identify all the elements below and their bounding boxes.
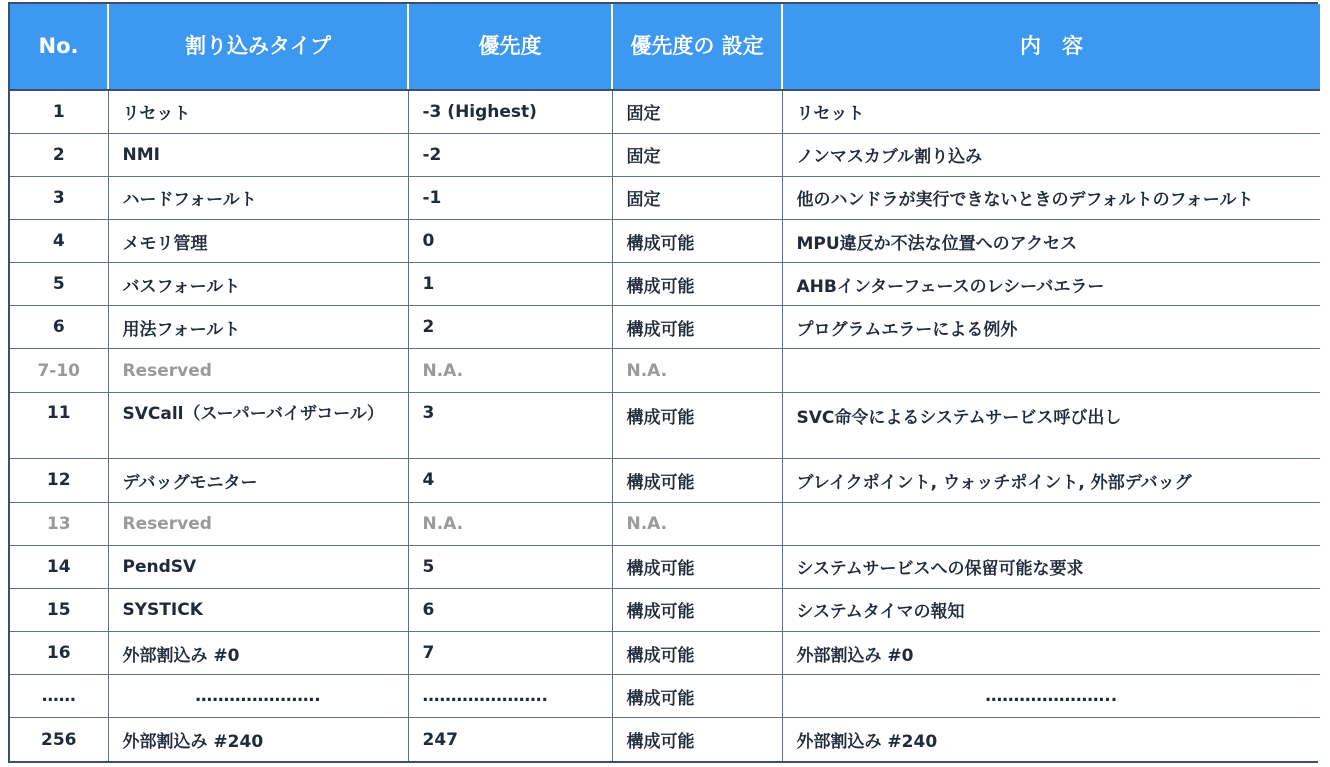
cell-no: 15 bbox=[10, 588, 108, 631]
cell-content: システムタイマの報知 bbox=[782, 588, 1320, 631]
header-type: 割り込みタイプ bbox=[108, 4, 408, 90]
header-priority: 優先度 bbox=[408, 4, 612, 90]
header-row bbox=[10, 4, 1320, 90]
table-row bbox=[10, 588, 1320, 631]
cell-type: SVCall（スーパーバイザコール） bbox=[108, 392, 408, 459]
cell-type: Reserved bbox=[108, 502, 408, 545]
table-row bbox=[10, 632, 1320, 675]
cell-setting: N.A. bbox=[612, 502, 782, 545]
cell-no: …… bbox=[10, 675, 108, 718]
cell-priority: -2 bbox=[408, 133, 612, 176]
cell-priority: 1 bbox=[408, 263, 612, 306]
cell-type: 外部割込み #240 bbox=[108, 718, 408, 761]
header-no: No. bbox=[10, 4, 108, 90]
cell-no: 3 bbox=[10, 176, 108, 219]
cell-priority: N.A. bbox=[408, 502, 612, 545]
table-row-ellipsis bbox=[10, 675, 1320, 718]
table-row-reserved bbox=[10, 349, 1320, 392]
cell-content: 外部割込み #0 bbox=[782, 632, 1320, 675]
cell-setting: 構成可能 bbox=[612, 718, 782, 761]
cell-priority: -3 (Highest) bbox=[408, 90, 612, 133]
cell-type: リセット bbox=[108, 90, 408, 133]
cell-content bbox=[782, 502, 1320, 545]
cell-priority: 5 bbox=[408, 545, 612, 588]
cell-priority: 3 bbox=[408, 392, 612, 459]
table-row bbox=[10, 263, 1320, 306]
cell-setting: 構成可能 bbox=[612, 632, 782, 675]
cell-no: 6 bbox=[10, 306, 108, 349]
table-row bbox=[10, 90, 1320, 133]
cell-type: メモリ管理 bbox=[108, 219, 408, 262]
cell-priority: 7 bbox=[408, 632, 612, 675]
cell-content: MPU違反か不法な位置へのアクセス bbox=[782, 219, 1320, 262]
cell-priority: 6 bbox=[408, 588, 612, 631]
cell-type: 外部割込み #0 bbox=[108, 632, 408, 675]
table-row bbox=[10, 718, 1320, 761]
cell-setting: 構成可能 bbox=[612, 675, 782, 718]
cell-no: 1 bbox=[10, 90, 108, 133]
cell-type: PendSV bbox=[108, 545, 408, 588]
cell-priority: …………………. bbox=[408, 675, 612, 718]
cell-content: ブレイクポイント, ウォッチポイント, 外部デバッグ bbox=[782, 459, 1320, 502]
interrupt-table bbox=[10, 4, 1320, 761]
header-setting: 優先度の 設定 bbox=[612, 4, 782, 90]
cell-priority: 4 bbox=[408, 459, 612, 502]
cell-no: 11 bbox=[10, 392, 108, 459]
cell-type: Reserved bbox=[108, 349, 408, 392]
cell-type: …………………. bbox=[108, 675, 408, 718]
cell-priority: 247 bbox=[408, 718, 612, 761]
cell-no: 256 bbox=[10, 718, 108, 761]
cell-type: デバッグモニター bbox=[108, 459, 408, 502]
cell-no: 14 bbox=[10, 545, 108, 588]
cell-setting: 固定 bbox=[612, 176, 782, 219]
cell-setting: 固定 bbox=[612, 90, 782, 133]
table-row bbox=[10, 545, 1320, 588]
table-row bbox=[10, 133, 1320, 176]
cell-no: 2 bbox=[10, 133, 108, 176]
table-row bbox=[10, 392, 1320, 459]
cell-no: 7-10 bbox=[10, 349, 108, 392]
table-row-reserved bbox=[10, 502, 1320, 545]
cell-no: 13 bbox=[10, 502, 108, 545]
header-content: 内 容 bbox=[782, 4, 1320, 90]
cell-content: システムサービスへの保留可能な要求 bbox=[782, 545, 1320, 588]
cell-content: 他のハンドラが実行できないときのデフォルトのフォールト bbox=[782, 176, 1320, 219]
cell-content: AHBインターフェースのレシーバエラー bbox=[782, 263, 1320, 306]
cell-content: 外部割込み #240 bbox=[782, 718, 1320, 761]
cell-content: ノンマスカブル割り込み bbox=[782, 133, 1320, 176]
cell-setting: 構成可能 bbox=[612, 306, 782, 349]
cell-priority: -1 bbox=[408, 176, 612, 219]
cell-setting: N.A. bbox=[612, 349, 782, 392]
cell-content bbox=[782, 349, 1320, 392]
cell-type: バスフォールト bbox=[108, 263, 408, 306]
cell-type: 用法フォールト bbox=[108, 306, 408, 349]
cell-priority: 2 bbox=[408, 306, 612, 349]
cell-no: 5 bbox=[10, 263, 108, 306]
table-row bbox=[10, 306, 1320, 349]
cell-no: 16 bbox=[10, 632, 108, 675]
table-row bbox=[10, 176, 1320, 219]
cell-setting: 構成可能 bbox=[612, 219, 782, 262]
cell-content: ………………….. bbox=[782, 675, 1320, 718]
cell-priority: N.A. bbox=[408, 349, 612, 392]
cell-content: リセット bbox=[782, 90, 1320, 133]
cell-no: 12 bbox=[10, 459, 108, 502]
cell-content: SVC命令によるシステムサービス呼び出し bbox=[782, 392, 1320, 459]
cell-type: ハードフォールト bbox=[108, 176, 408, 219]
cell-content: プログラムエラーによる例外 bbox=[782, 306, 1320, 349]
cell-setting: 構成可能 bbox=[612, 263, 782, 306]
interrupt-table-frame bbox=[8, 2, 1318, 763]
cell-type: NMI bbox=[108, 133, 408, 176]
table-row bbox=[10, 219, 1320, 262]
cell-priority: 0 bbox=[408, 219, 612, 262]
cell-setting: 構成可能 bbox=[612, 392, 782, 459]
table-row bbox=[10, 459, 1320, 502]
cell-setting: 構成可能 bbox=[612, 588, 782, 631]
cell-type: SYSTICK bbox=[108, 588, 408, 631]
cell-setting: 構成可能 bbox=[612, 545, 782, 588]
cell-setting: 固定 bbox=[612, 133, 782, 176]
cell-setting: 構成可能 bbox=[612, 459, 782, 502]
cell-no: 4 bbox=[10, 219, 108, 262]
